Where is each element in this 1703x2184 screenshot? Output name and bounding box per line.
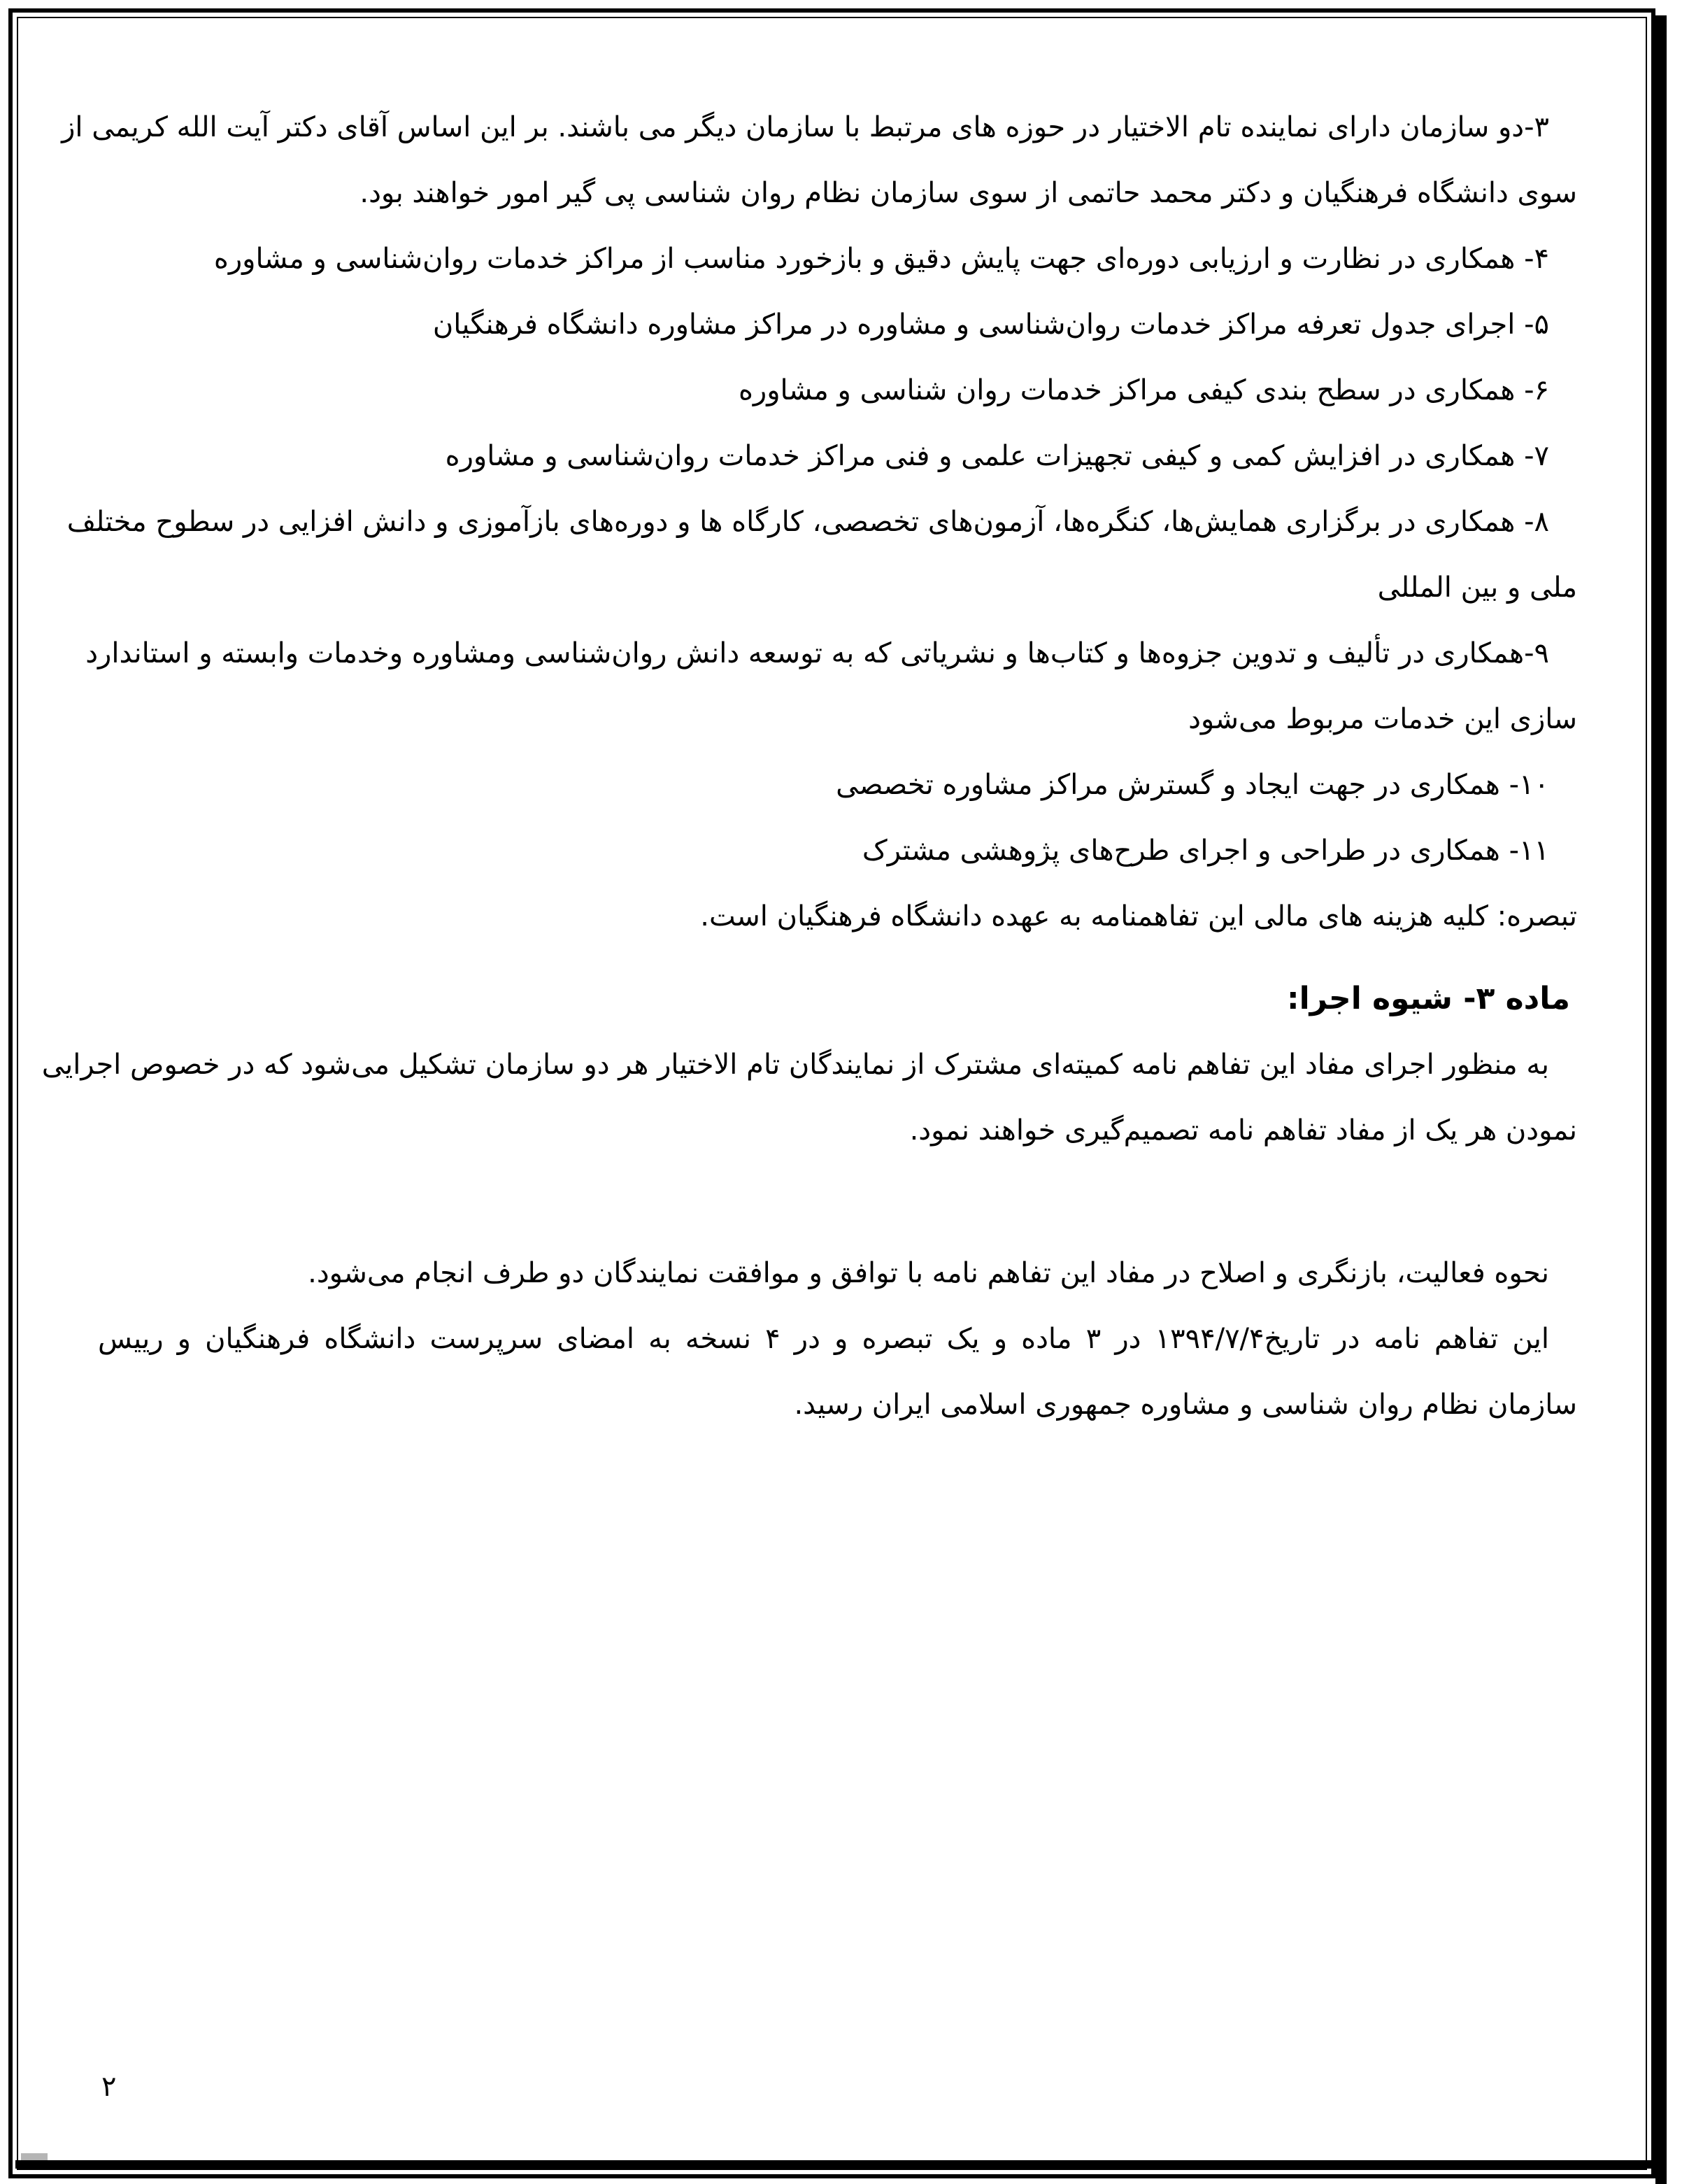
list-item-8 — [66, 489, 1577, 621]
list-item-8-line-1: ۸- همکاری در برگزاری همایش‌ها، کنگره‌ها، آزمون‌های تخصصی، کارگاه ها و دوره‌های بازآموزی و دانش افزایی در سطوح مختلف — [66, 506, 1549, 538]
signing-clause-line-1: این تفاهم نامه در تاریخ۱۳۹۴/۷/۴ در ۳ ماده و یک تبصره و در ۴ نسخه به امضای سرپرست دانشگاه فرهنگیان و رییس — [98, 1323, 1550, 1355]
revision-clause: نحوه فعالیت، بازنگری و اصلاح در مفاد این تفاهم نامه با توافق و موافقت نمایندگان دو طرف انجام می‌شود. — [308, 1257, 1549, 1289]
article-3-body-line-1: به منظور اجرای مفاد این تفاهم نامه کمیته‌ای مشترک از نمایندگان تام الاختیار هر دو سازمان تشکیل می‌شود که در خصوص اجرایی — [41, 1049, 1549, 1081]
article-3-heading: ماده ۳- شیوه اجرا: — [1286, 981, 1570, 1016]
paragraph-3-line-2: سوی دانشگاه فرهنگیان و دکتر محمد حاتمی از سوی سازمان نظام روان شناسی پی گیر امور خواهند بود. — [359, 177, 1577, 209]
paragraph-3-line-1: ۳-دو سازمان دارای نماینده تام الاختیار در حوزه های مرتبط با سازمان دیگر می باشند. بر این اساس آقای دکتر آیت الله کریمی از — [62, 111, 1549, 143]
list-item-9-line-2: سازی این خدمات مربوط می‌شود — [1188, 703, 1577, 735]
article-3-body-line-2: نمودن هر یک از مفاد تفاهم نامه تصمیم‌گیری خواهند نمود. — [909, 1114, 1577, 1147]
list-item-9 — [85, 621, 1577, 752]
list-item-5: ۵- اجرای جدول تعرفه مراکز خدمات روان‌شناسی و مشاوره در مراکز مشاوره دانشگاه فرهنگیان — [432, 309, 1549, 341]
page-number: ۲ — [101, 2071, 117, 2103]
list-item-9-line-1: ۹-همکاری در تألیف و تدوین جزوه‌ها و کتاب‌ها و نشریاتی که به توسعه دانش روان‌شناسی ومشاوره وخدمات وابسته و استاندارد — [85, 637, 1549, 669]
list-item-8-line-2: ملی و بین المللی — [1377, 572, 1577, 604]
paragraph-3 — [62, 94, 1577, 226]
list-item-7: ۷- همکاری در افزایش کمی و کیفی تجهیزات علمی و فنی مراکز خدمات روان‌شناسی و مشاوره — [445, 440, 1549, 472]
note-text: تبصره: کلیه هزینه های مالی این تفاهمنامه به عهده دانشگاه فرهنگیان است. — [700, 900, 1577, 933]
watermark-logo — [21, 2153, 48, 2160]
list-item-4: ۴- همکاری در نظارت و ارزیابی دوره‌ای جهت پایش دقیق و بازخورد مناسب از مراکز خدمات روان‌شناسی و مشاوره — [213, 243, 1549, 275]
page-shadow-bottom — [15, 2160, 1667, 2169]
document-body — [41, 94, 1577, 1438]
list-item-10: ۱۰- همکاری در جهت ایجاد و گسترش مراکز مشاوره تخصصی — [836, 769, 1549, 801]
page-shadow-right — [1655, 15, 1667, 2184]
list-item-11: ۱۱- همکاری در طراحی و اجرای طرح‌های پژوهشی مشترک — [862, 835, 1549, 867]
article-3-body — [41, 1032, 1577, 1163]
signing-clause-line-2: سازمان نظام روان شناسی و مشاوره جمهوری اسلامی ایران رسید. — [794, 1389, 1577, 1421]
signing-clause — [98, 1306, 1577, 1438]
list-item-6: ۶- همکاری در سطح بندی کیفی مراکز خدمات روان شناسی و مشاوره — [738, 374, 1549, 406]
